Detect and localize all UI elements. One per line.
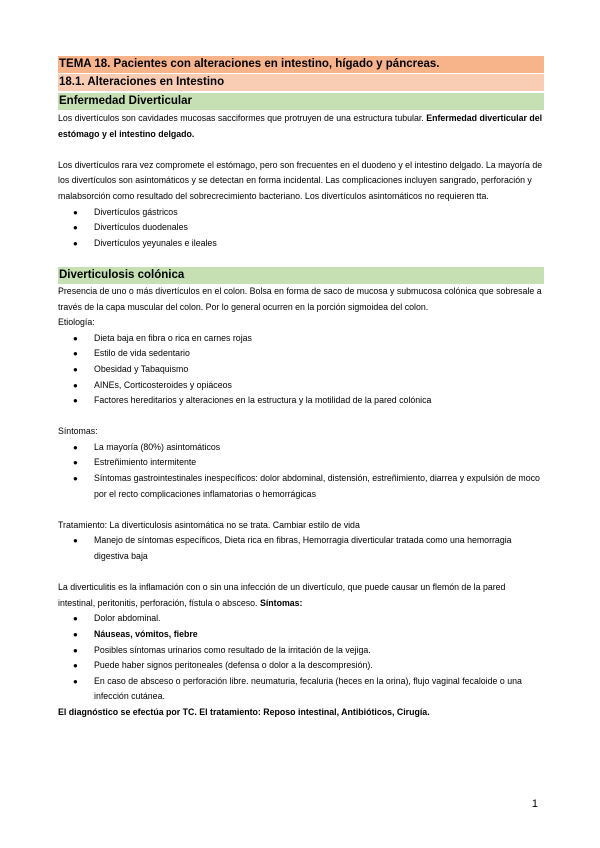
list-item: ● Divertículos yeyunales e ileales	[73, 237, 217, 248]
list-item: ● Divertículos duodenales	[73, 222, 188, 233]
diverticulitis-paragraph: La diverticulitis es la inflamación con o sin una infección de un divertículo, que puede causar un flemón de la pared intestinal, peritonitis, perforación, fístula o absceso. Síntomas:	[58, 582, 506, 608]
diagnostico-paragraph: El diagnóstico se efectúa por TC. El tratamiento: Reposo intestinal, Antibióticos, Cirugía.	[58, 706, 430, 717]
sintomas-label: Síntomas:	[58, 426, 98, 437]
intro-paragraph: Los divertículos son cavidades mucosas sacciformes que protruyen de una estructura tubular. Enfermedad diverticular del estómago y el intestino delgado.	[58, 113, 543, 139]
diverticulos-paragraph: Los divertículos rara vez compromete el estómago, pero son frecuentes en el duodeno y el intestino delgado. La mayoría de los divertículos son asintomáticos y se detectan en forma incidental. Las complicaciones incluyen sangrado, perforación y malabsorción como resultado del sobrecrecimiento bacteriano. Los divertículos asintomáticos no requieren tta.	[58, 159, 543, 201]
list-item: ● Síntomas gastrointestinales inespecíficos: dolor abdominal, distensión, estreñimiento, diarrea y expulsión de moco por el recto complicaciones inflamatorias o hemorrágicas	[73, 473, 540, 499]
tratamiento-list	[58, 533, 544, 564]
list-item: ● Estreñimiento intermitente	[73, 457, 197, 468]
page-number: 1	[531, 798, 538, 810]
etiologia-list	[58, 331, 544, 409]
section-title: 18.1. Alteraciones en Intestino	[58, 74, 544, 91]
list-item: ● Puede haber signos peritoneales (defensa o dolor a la descompresión).	[73, 660, 373, 671]
etiologia-label: Etiología:	[58, 317, 95, 328]
list-item: ● Dieta baja en fibra o rica en carnes rojas	[73, 332, 252, 343]
list-item: ● Náuseas, vómitos, fiebre	[73, 629, 198, 639]
list-item: ● Manejo de síntomas específicos, Dieta rica en fibras, Hemorragia diverticular tratada como una hemorragia digestiva baja	[73, 535, 512, 562]
diverticulos-list	[58, 205, 544, 252]
list-item: ● La mayoría (80%) asintomáticos	[73, 441, 221, 452]
list-item: ● Dolor abdominal.	[73, 613, 161, 624]
list-item: ● En caso de absceso o perforación libre. neumaturia, fecaluria (heces en la orina), flujo vaginal fecaloide o una infección cutánea.	[73, 675, 522, 702]
list-item: ● Divertículos gástricos	[73, 206, 178, 217]
document-page	[58, 56, 544, 721]
list-item: ● Obesidad y Tabaquismo	[73, 363, 189, 374]
diverticulitis-list	[58, 611, 544, 705]
heading-diverticulosis-colonica: Diverticulosis colónica	[58, 267, 544, 284]
diverticulosis-paragraph: Presencia de uno o más divertículos en el colon. Bolsa en forma de saco de mucosa y submucosa colónica que sobresale a través de la capa muscular del colon. Por lo general ocurren en la porción sigmoidea del colon.	[58, 285, 542, 312]
sintomas-list	[58, 440, 544, 502]
chapter-title: TEMA 18. Pacientes con alteraciones en intestino, hígado y páncreas.	[58, 56, 544, 73]
list-item: ● Estilo de vida sedentario	[73, 348, 190, 359]
list-item: ● Factores hereditarios y alteraciones en la estructura y la motilidad de la pared colónica	[73, 395, 432, 406]
list-item: ● Posibles síntomas urinarios como resultado de la irritación de la vejiga.	[73, 644, 371, 655]
list-item: ● AINEs, Corticosteroides y opiáceos	[73, 379, 232, 390]
tratamiento-paragraph: Tratamiento: La diverticulosis asintomática no se trata. Cambiar estilo de vida	[58, 519, 360, 530]
heading-enfermedad-diverticular: Enfermedad Diverticular	[58, 93, 544, 110]
